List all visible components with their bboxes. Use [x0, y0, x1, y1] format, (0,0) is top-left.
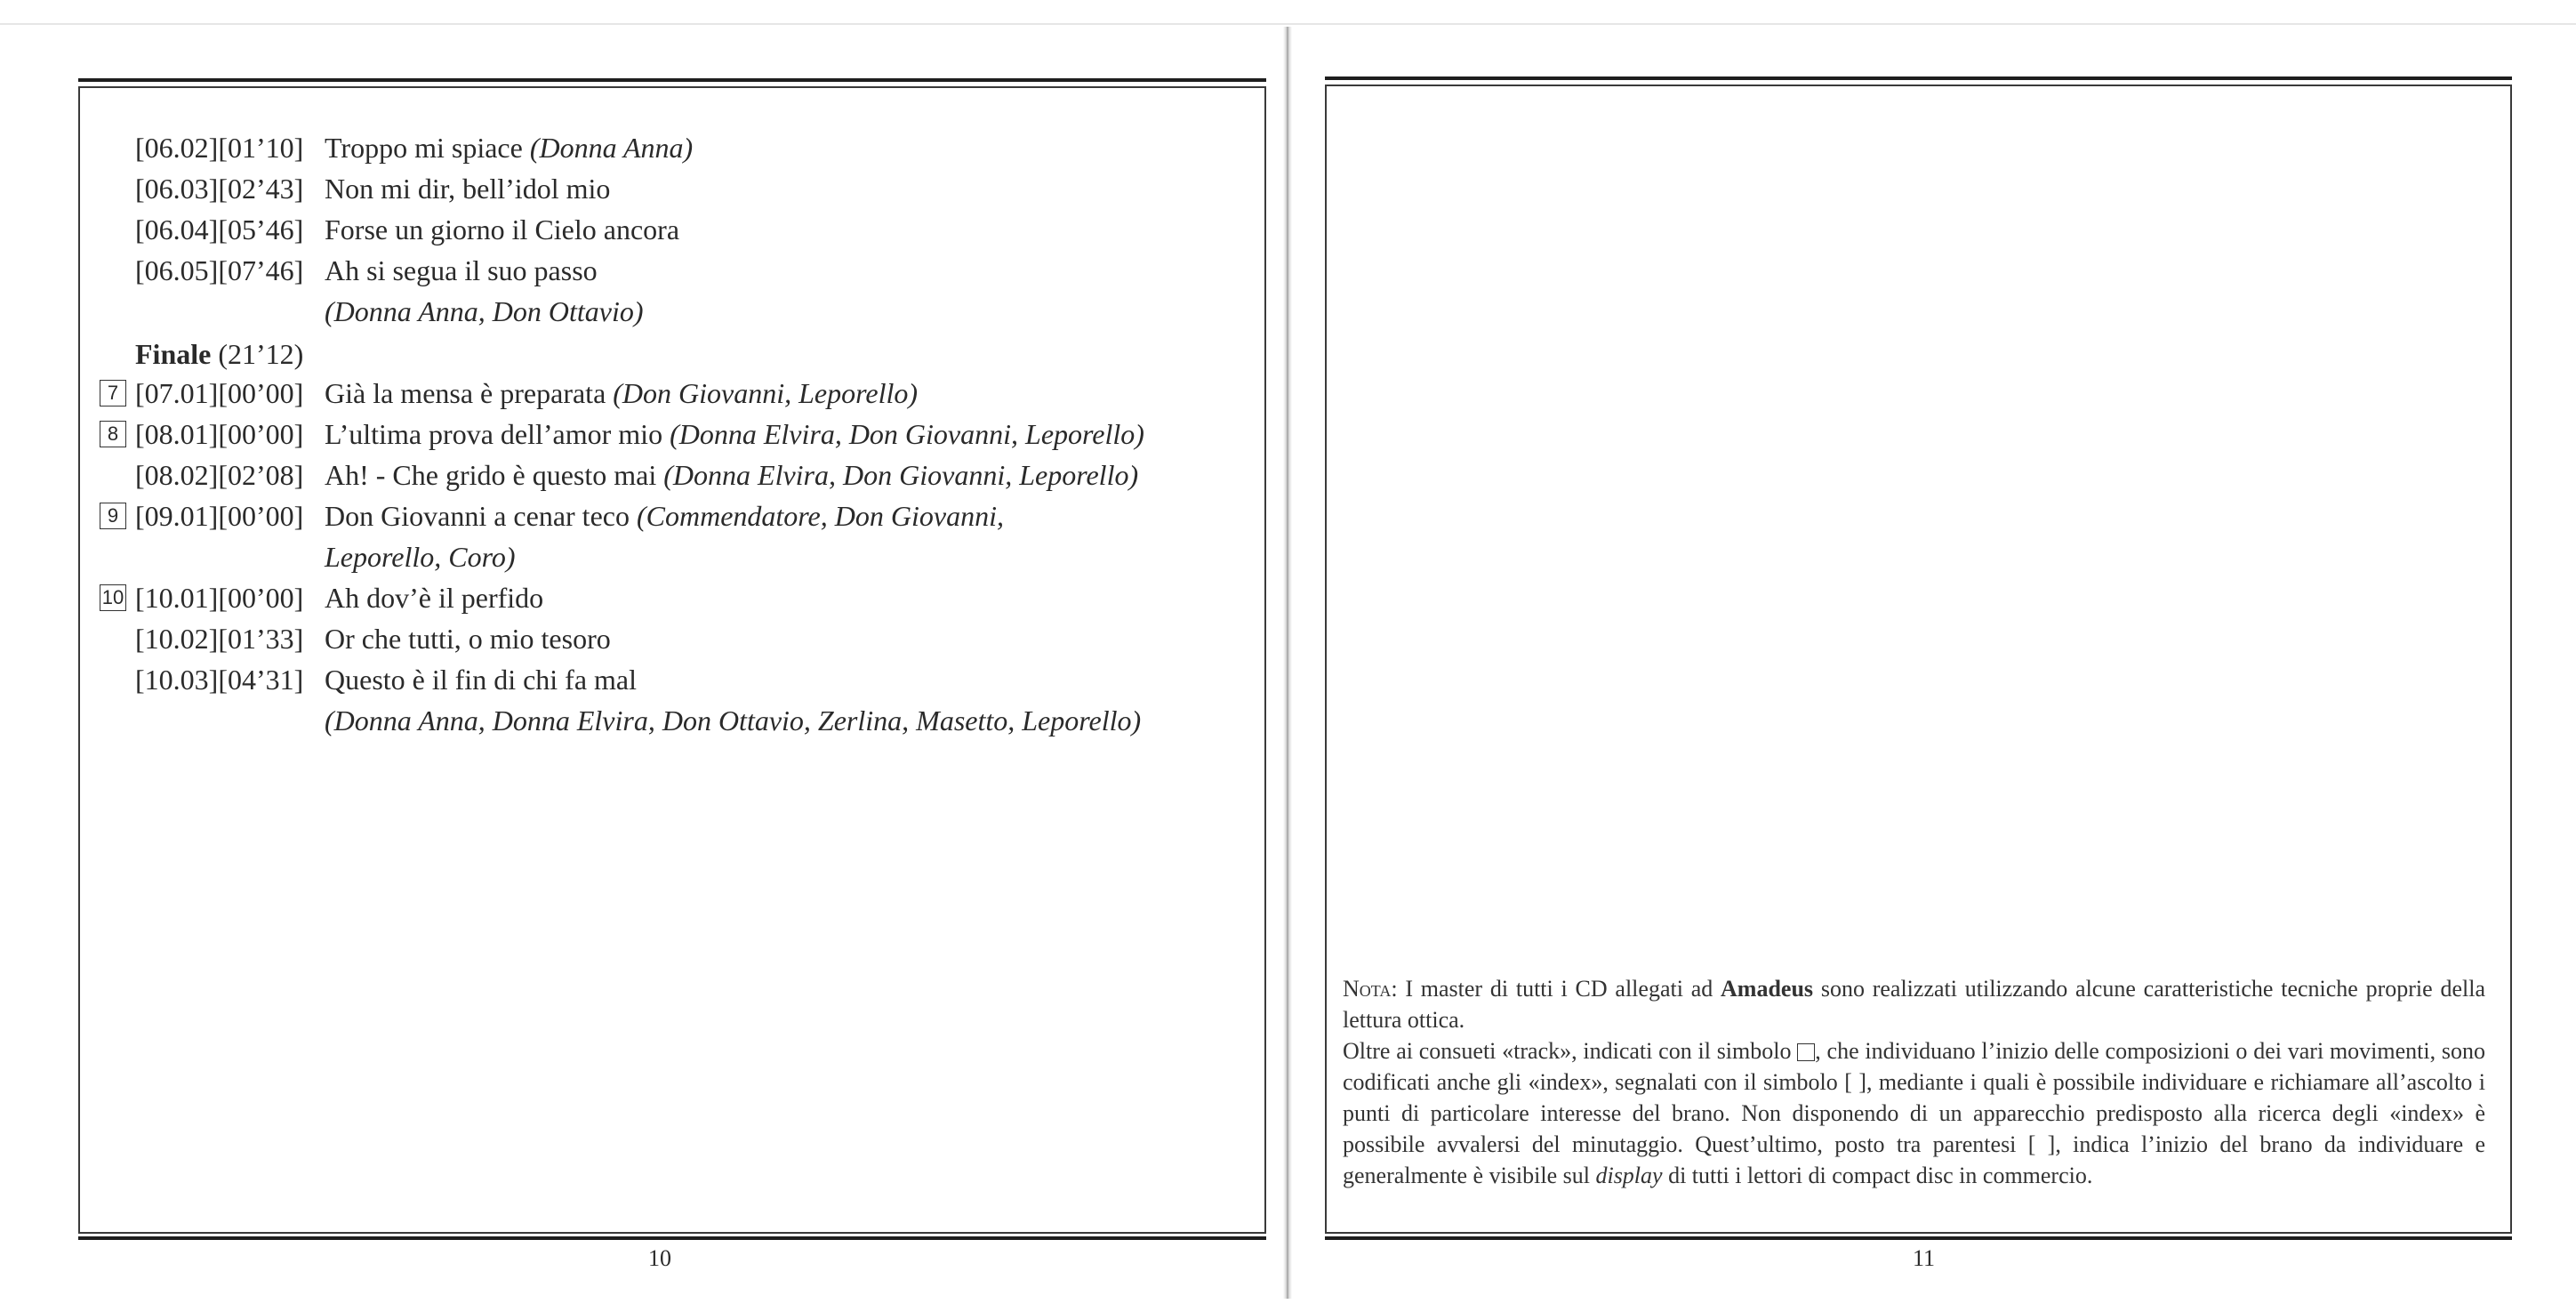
piece-title-line — [325, 375, 918, 411]
piece-title: Già la mensa è preparata — [325, 377, 606, 409]
track-number-box: 8 — [100, 421, 126, 447]
nota-paragraph-2 — [1343, 1035, 2485, 1191]
piece-roles: (Commendatore, Don Giovanni, — [636, 500, 1004, 532]
page-number-left: 10 — [648, 1245, 671, 1271]
index-timecode: [08.01][00’00] — [135, 418, 304, 450]
index-timecode: [10.01][00’00] — [135, 582, 304, 614]
piece-roles: (Donna Elvira, Don Giovanni, Leporello) — [663, 459, 1139, 491]
piece-title: L’ultima prova dell’amor mio — [325, 418, 663, 450]
nota-display-word: display — [1595, 1163, 1663, 1188]
top-rule-right — [1325, 76, 2512, 80]
nota-brand: Amadeus — [1721, 976, 1814, 1002]
piece-title-line — [325, 253, 598, 288]
nota-box — [1343, 973, 2485, 1191]
piece-title: Non mi dir, bell’idol mio — [325, 173, 611, 205]
piece-roles: (Donna Anna) — [529, 132, 694, 164]
piece-roles: (Don Giovanni, Leporello) — [613, 377, 919, 409]
index-timecode: [07.01][00’00] — [135, 377, 304, 409]
nota-label: Nota: — [1343, 976, 1398, 1002]
top-rule-left — [78, 78, 1266, 82]
index-timecode: [06.04][05’46] — [135, 213, 304, 245]
track-symbol-square-icon — [1797, 1043, 1815, 1061]
nota-text-2c: di tutti i lettori di compact disc in commercio. — [1662, 1163, 2093, 1188]
piece-title-line — [325, 498, 1004, 534]
piece-title-line — [325, 662, 637, 697]
index-timecode: [06.05][07’46] — [135, 254, 304, 286]
piece-title: Troppo mi spiace — [325, 132, 523, 164]
piece-title: Ah dov’è il perfido — [325, 582, 544, 614]
index-timecode: [10.02][01’33] — [135, 623, 304, 655]
nota-text-1a: I master di tutti i CD allegati ad — [1397, 976, 1721, 1002]
piece-title: Ah si segua il suo passo — [325, 254, 598, 286]
piece-title: Questo è il fin di chi fa mal — [325, 664, 638, 696]
piece-roles: Leporello, Coro) — [325, 541, 516, 573]
piece-title: Ah! - Che grido è questo mai — [325, 459, 657, 491]
piece-title-line — [325, 621, 611, 656]
piece-roles: (Donna Anna, Donna Elvira, Don Ottavio, Zerlina, Masetto, Leporello) — [325, 704, 1142, 736]
nota-paragraph-1 — [1343, 973, 2485, 1035]
nota-text-2b: , che individuano l’inizio delle composizioni o dei vari movimenti, sono codificati anche gli «index», segnalati con il simbolo [ ], mediante i quali è possibile individuare e richiamare all’ascolto i punti di particolare interesse del brano. Non disponendo di un apparecchio predisposto alla ricerca degli «index» è possibile avvalersi del minutaggio. Quest’ultimo, posto tra parentesi [ ], indica l’inizio del brano da individuare e generalmente è visibile sul — [1343, 1038, 2486, 1188]
track-number-box: 9 — [100, 503, 126, 529]
page-number-right: 11 — [1913, 1245, 1936, 1271]
index-timecode: [10.03][04’31] — [135, 664, 304, 696]
piece-title: Forse un giorno il Cielo ancora — [325, 213, 680, 245]
index-timecode: [08.02][02’08] — [135, 459, 304, 491]
index-timecode: [09.01][00’00] — [135, 500, 304, 532]
booklet-fold — [1283, 27, 1292, 1299]
spread-top-edge — [0, 23, 2576, 25]
piece-title-line — [325, 416, 1144, 452]
nota-text-1b: sono realizzati utilizzando alcune caratteristiche tecniche proprie della lettura ottica. — [1343, 976, 2485, 1033]
index-timecode: [06.03][02’43] — [135, 173, 304, 205]
piece-title-line — [325, 294, 643, 329]
piece-title: Don Giovanni a cenar teco — [325, 500, 630, 532]
section-heading-finale — [135, 336, 303, 372]
index-timecode: [06.02][01’10] — [135, 132, 304, 164]
piece-title-line — [325, 130, 693, 165]
section-label: Finale — [135, 338, 212, 370]
piece-roles: (Donna Elvira, Don Giovanni, Leporello) — [670, 418, 1144, 450]
section-duration: (21’12) — [218, 338, 304, 370]
track-number-box: 10 — [100, 584, 126, 611]
bottom-rule-left — [78, 1236, 1266, 1240]
piece-title: Or che tutti, o mio tesoro — [325, 623, 611, 655]
piece-title-line — [325, 457, 1138, 493]
bottom-rule-right — [1325, 1236, 2512, 1240]
piece-title-line — [325, 171, 610, 206]
track-number-box: 7 — [100, 380, 126, 406]
piece-title-line — [325, 212, 679, 247]
piece-roles: (Donna Anna, Don Ottavio) — [325, 295, 644, 327]
piece-title-line — [325, 539, 516, 575]
piece-title-line — [325, 703, 1141, 738]
nota-text-2a: Oltre ai consueti «track», indicati con il simbolo — [1343, 1038, 1798, 1064]
piece-title-line — [325, 580, 543, 616]
